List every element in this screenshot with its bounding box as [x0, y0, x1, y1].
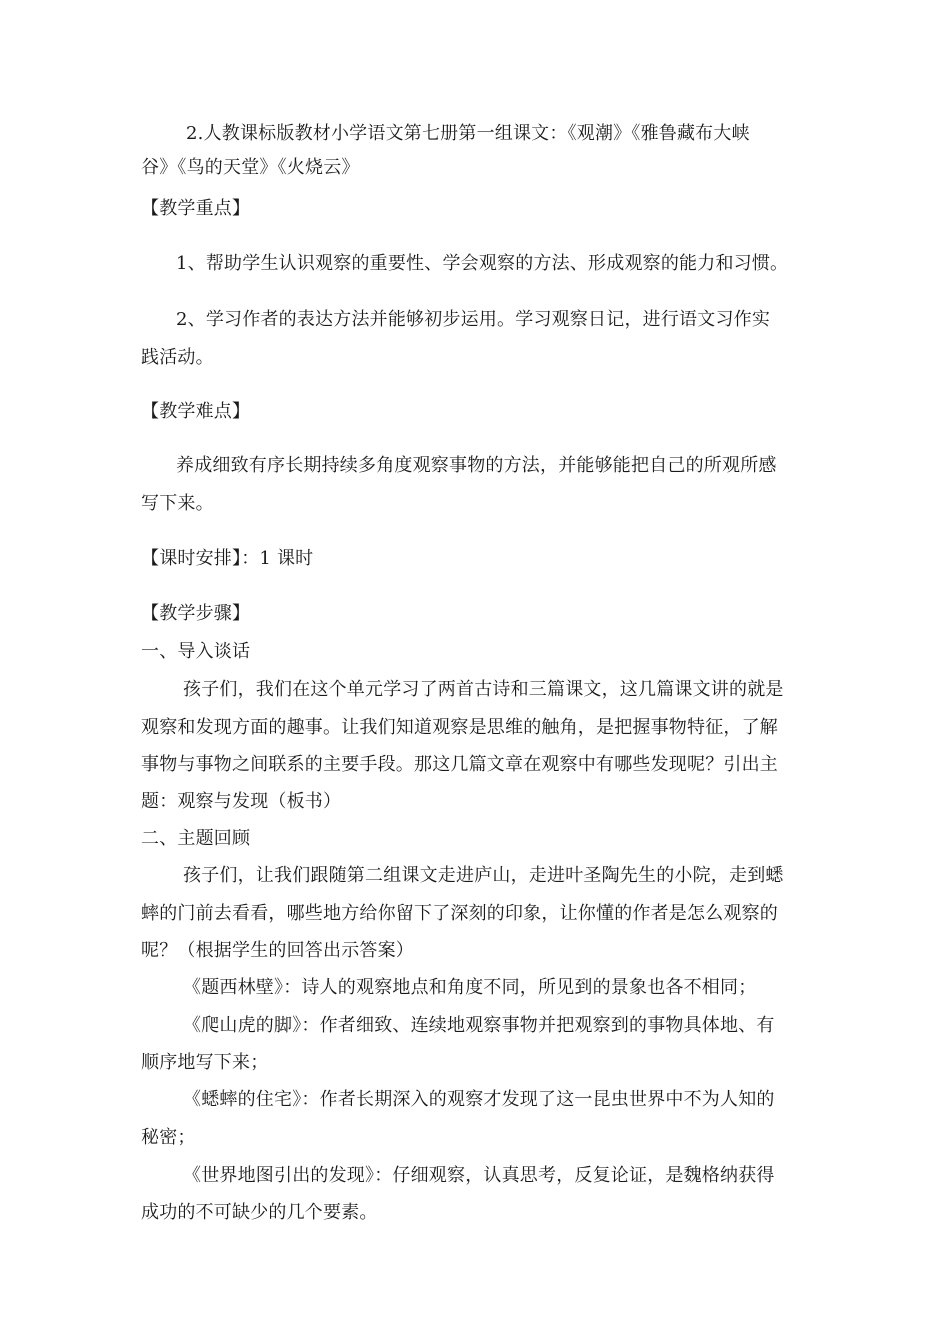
step-2-paragraph-line-3: 呢？（根据学生的回答出示答案） [141, 940, 414, 961]
step-1-paragraph-line-2: 观察和发现方面的趣事。让我们知道观察是思维的触角，是把握事物特征，了解 [141, 717, 778, 738]
difficulty-line-1: 养成细致有序长期持续多角度观察事物的方法，并能够能把自己的所观所感 [176, 455, 777, 476]
step-2-title: 二、主题回顾 [141, 828, 251, 849]
review-item-4-line-2: 成功的不可缺少的几个要素。 [141, 1202, 378, 1223]
heading-teaching-focus: 【教学重点】 [141, 198, 251, 219]
step-1-paragraph-line-1: 孩子们，我们在这个单元学习了两首古诗和三篇课文，这几篇课文讲的就是 [183, 679, 784, 700]
review-item-2-line-1: 《爬山虎的脚》：作者细致、连续地观察事物并把观察到的事物具体地、有 [183, 1015, 775, 1036]
intro-line-2: 谷》《鸟的天堂》《火烧云》 [141, 157, 360, 178]
review-item-2-line-2: 顺序地写下来； [141, 1052, 269, 1073]
review-item-3-line-1: 《蟋蟀的住宅》：作者长期深入的观察才发现了这一昆虫世界中不为人知的 [183, 1089, 775, 1110]
focus-item-2-line-1: 2、学习作者的表达方法并能够初步运用。学习观察日记，进行语文习作实 [176, 309, 771, 330]
step-2-paragraph-line-1: 孩子们，让我们跟随第二组课文走进庐山，走进叶圣陶先生的小院，走到蟋 [183, 865, 784, 886]
intro-line-1: 2.人教课标版教材小学语文第七册第一组课文：《观潮》《雅鲁藏布大峡 [186, 123, 750, 144]
review-item-1: 《题西林壁》：诗人的观察地点和角度不同，所见到的景象也各不相同； [183, 977, 757, 998]
focus-item-2-line-2: 践活动。 [141, 347, 214, 368]
step-1-paragraph-line-4: 题：观察与发现（板书） [141, 791, 342, 812]
heading-teaching-steps: 【教学步骤】 [141, 603, 251, 624]
review-item-4-line-1: 《世界地图引出的发现》：仔细观察，认真思考，反复论证，是魏格纳获得 [183, 1165, 775, 1186]
focus-item-1: 1、帮助学生认识观察的重要性、学会观察的方法、形成观察的能力和习惯。 [176, 253, 789, 274]
class-schedule: 【课时安排】：1 课时 [141, 548, 314, 569]
step-1-paragraph-line-3: 事物与事物之间联系的主要手段。那这几篇文章在观察中有哪些发现呢？引出主 [141, 754, 778, 775]
step-2-paragraph-line-2: 蟀的门前去看看，哪些地方给你留下了深刻的印象，让你懂的作者是怎么观察的 [141, 903, 778, 924]
step-1-title: 一、导入谈话 [141, 641, 251, 662]
review-item-3-line-2: 秘密； [141, 1127, 196, 1148]
difficulty-line-2: 写下来。 [141, 493, 214, 514]
heading-teaching-difficulty: 【教学难点】 [141, 401, 251, 422]
